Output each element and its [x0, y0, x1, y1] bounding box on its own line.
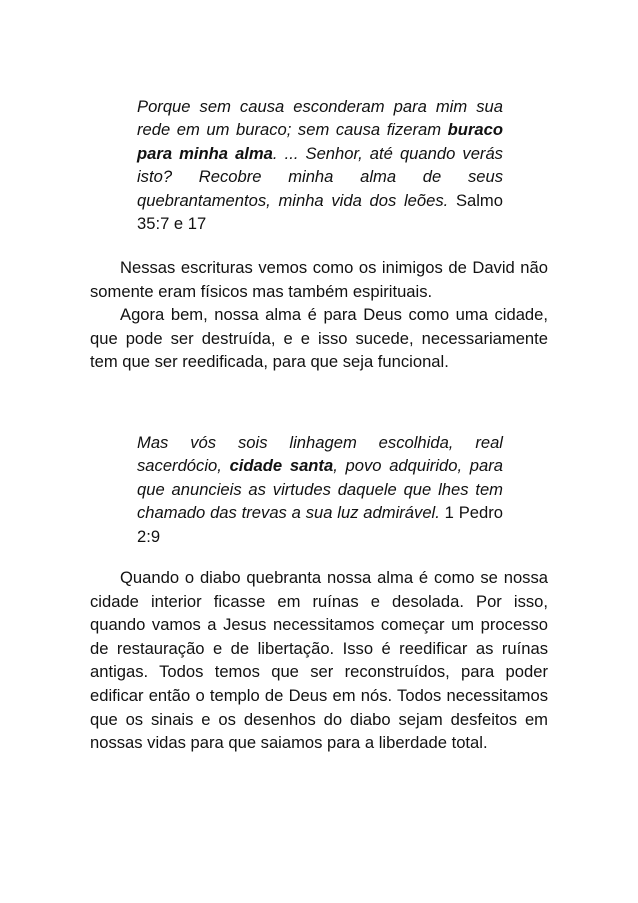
quote-text: , povo adquirido, para que anuncieis as virtudes daquele que lhes tem chamado das trevas a sua luz admirável.: [137, 456, 503, 523]
quote-text: . ... Senhor, até quando verás isto? Recobre minha alma de seus quebrantamentos, minha vida dos leões.: [137, 143, 503, 210]
scripture-quote-peter: [137, 431, 503, 548]
scripture-reference: Salmo 35:7 e 17: [137, 190, 503, 234]
body-section-2: [90, 566, 548, 755]
quote-text: Mas vós sois linhagem escolhida, real sacerdócio,: [137, 433, 503, 476]
scripture-quote-psalm: [137, 95, 503, 235]
paragraph: Agora bem, nossa alma é para Deus como uma cidade, que pode ser destruída, e e isso sucede, necessariamente tem que ser reedificada, para que seja funcional.: [90, 305, 548, 372]
quote-text: Porque sem causa esconderam para mim sua rede em um buraco; sem causa fizeram: [137, 97, 503, 140]
scripture-reference: 1 Pedro 2:9: [137, 503, 504, 546]
quote-emphasis: cidade santa: [229, 456, 334, 476]
body-section-1: [90, 256, 548, 374]
quote-emphasis: buraco para minha alma: [137, 120, 503, 163]
paragraph: Quando o diabo quebranta nossa alma é como se nossa cidade interior ficasse em ruínas e desolada. Por isso, quando vamos a Jesus necessitamos começar um processo de restauração e de libertação. Isso é reedificar as ruínas antigas. Todos temos que ser reconstruídos, para poder edificar então o templo de Deus em nós. Todos necessitamos que os sinais e os desenhos do diabo sejam desfeitos em nossas vidas para que saiamos para a liberdade total.: [90, 568, 548, 753]
paragraph: Nessas escrituras vemos como os inimigos de David não somente eram físicos mas também espirituais.: [90, 258, 548, 301]
